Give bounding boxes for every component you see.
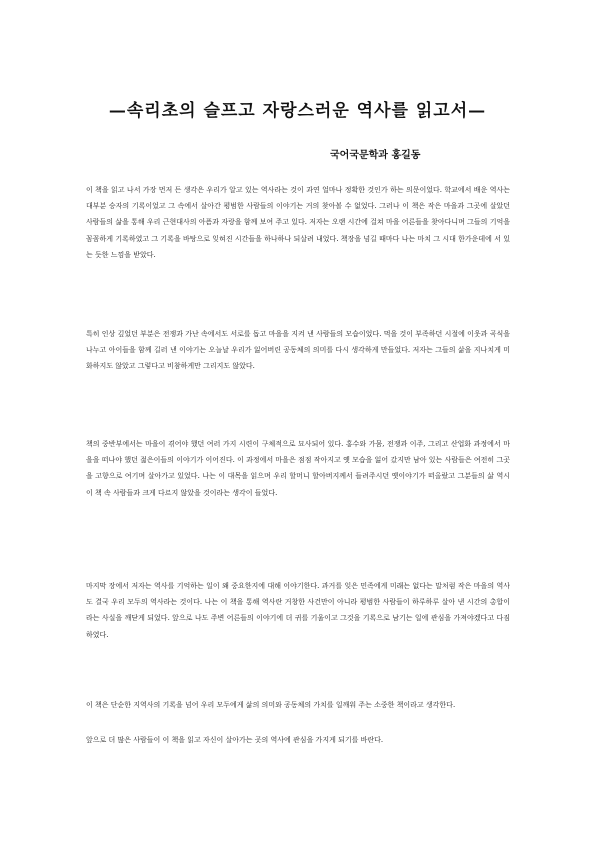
body-paragraph: 앞으로 더 많은 사람들이 이 책을 읽고 자신이 살아가는 곳의 역사에 관심을 가지게 되기를 바란다. [86,736,384,744]
body-paragraph: 이 책을 읽고 나서 가장 먼저 든 생각은 우리가 알고 있는 역사라는 것이 과연 얼마나 정확한 것인가 하는 의문이었다. 학교에서 배운 역사는 대부분 승자의 기록이었고 그 속에서 살아간 평범한 사람들의 이야기는 거의 찾아볼 수 없었다. 그러나 이 책은 작은 마을과 그곳에 살았던 사람들의 삶을 통해 우리 근현대사의 아픔과 자랑을 함께 보여 주고 있다. 저자는 오랜 시간에 걸쳐 마을 어른들을 찾아다니며 그들의 기억을 꼼꼼하게 기록하였고 그 기록을 바탕으로 잊혀진 시간들을 하나하나 되살려 내었다. 책장을 넘길 때마다 나는 마치 그 시대 한가운데에 서 있는 듯한 느낌을 받았다. [86,186,510,259]
document-title: —속리초의 슬프고 자랑스러운 역사를 읽고서— [108,101,487,121]
body-paragraph: 마지막 장에서 저자는 역사를 기억하는 일이 왜 중요한지에 대해 이야기한다. 과거를 잊은 민족에게 미래는 없다는 말처럼 작은 마을의 역사도 결국 우리 모두의 역사라는 것이다. 나는 이 책을 통해 역사란 거창한 사건만이 아니라 평범한 사람들이 하루하루 살아 낸 시간의 총합이라는 사실을 깨닫게 되었다. 앞으로 나도 주변 어른들의 이야기에 더 귀를 기울이고 그것을 기록으로 남기는 일에 관심을 가져야겠다고 다짐하였다. [86,582,510,639]
author-byline: 국어국문학과 홍길동 [330,150,421,161]
body-paragraph: 책의 중반부에서는 마을이 겪어야 했던 여러 가지 시련이 구체적으로 묘사되어 있다. 홍수와 가뭄, 전쟁과 이주, 그리고 산업화 과정에서 마을을 떠나야 했던 젊은이들의 이야기가 이어진다. 이 과정에서 마을은 점점 작아지고 옛 모습을 잃어 갔지만 남아 있는 사람들은 여전히 그곳을 고향으로 여기며 살아가고 있었다. 나는 이 대목을 읽으며 우리 할머니 할아버지께서 들려주시던 옛이야기가 떠올랐고 그분들의 삶 역시 이 책 속 사람들과 크게 다르지 않았을 것이라는 생각이 들었다. [86,440,510,497]
body-paragraph: 이 책은 단순한 지역사의 기록을 넘어 우리 모두에게 삶의 의미와 공동체의 가치를 일깨워 주는 소중한 책이라고 생각한다. [86,701,456,709]
body-paragraph: 특히 인상 깊었던 부분은 전쟁과 가난 속에서도 서로를 돕고 마을을 지켜 낸 사람들의 모습이었다. 먹을 것이 부족하던 시절에 이웃과 곡식을 나누고 아이들을 함께 길러 낸 이야기는 오늘날 우리가 잃어버린 공동체의 의미를 다시 생각하게 만들었다. 저자는 그들의 삶을 지나치게 미화하지도 않았고 그렇다고 비참하게만 그리지도 않았다. [86,330,510,371]
